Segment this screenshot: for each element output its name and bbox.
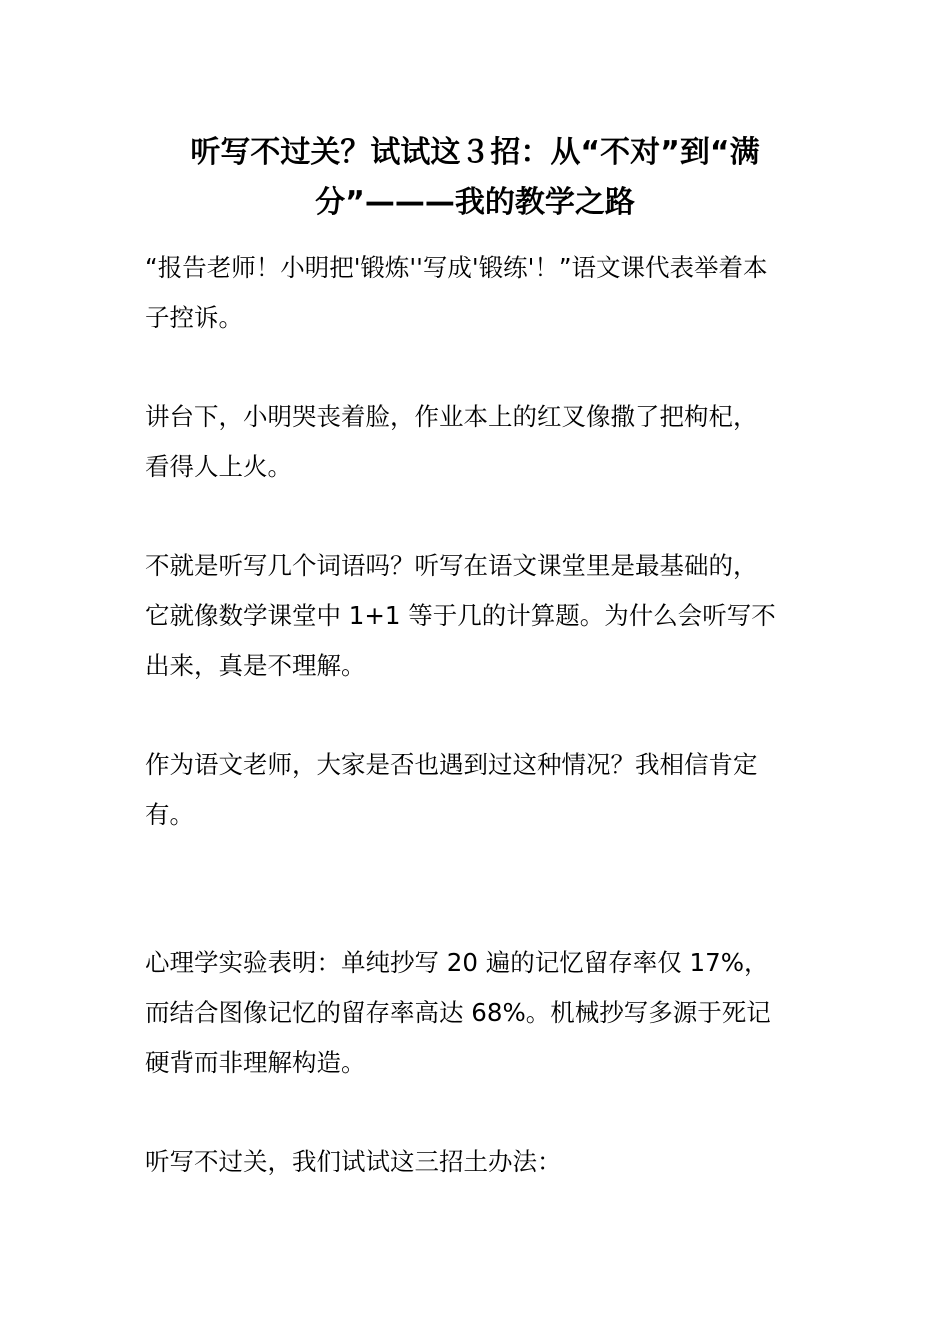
- paragraph-line: 不就是听写几个词语吗？听写在语文课堂里是最基础的，: [145, 551, 758, 580]
- paragraph-line: 子控诉。: [145, 303, 243, 332]
- paragraph-line: 心理学实验表明：单纯抄写 20 遍的记忆留存率仅 17%，: [145, 948, 769, 977]
- paragraph-line: 讲台下，小明哭丧着脸，作业本上的红叉像撒了把枸杞，: [145, 402, 758, 431]
- paragraph-line: 看得人上火。: [145, 452, 292, 481]
- paragraph-line: 作为语文老师，大家是否也遇到过这种情况？我相信肯定: [145, 750, 758, 779]
- document-title-line-2: 分”———我的教学之路: [315, 185, 635, 220]
- paragraph-line: “报告老师！小明把'锻炼''写成'锻练'！”语文课代表举着本: [145, 253, 768, 282]
- paragraph-line: 出来，真是不理解。: [145, 651, 366, 680]
- paragraph-line: 有。: [145, 800, 194, 829]
- document-title-line-1: 听写不过关？试试这３招：从“不对”到“满: [190, 135, 760, 170]
- paragraph-line: 它就像数学课堂中 1+1 等于几的计算题。为什么会听写不: [145, 601, 776, 630]
- paragraph-line: 而结合图像记忆的留存率高达 68%。机械抄写多源于死记: [145, 998, 771, 1027]
- paragraph-line: 硬背而非理解构造。: [145, 1048, 366, 1077]
- paragraph-line: 听写不过关，我们试试这三招土办法：: [145, 1147, 562, 1176]
